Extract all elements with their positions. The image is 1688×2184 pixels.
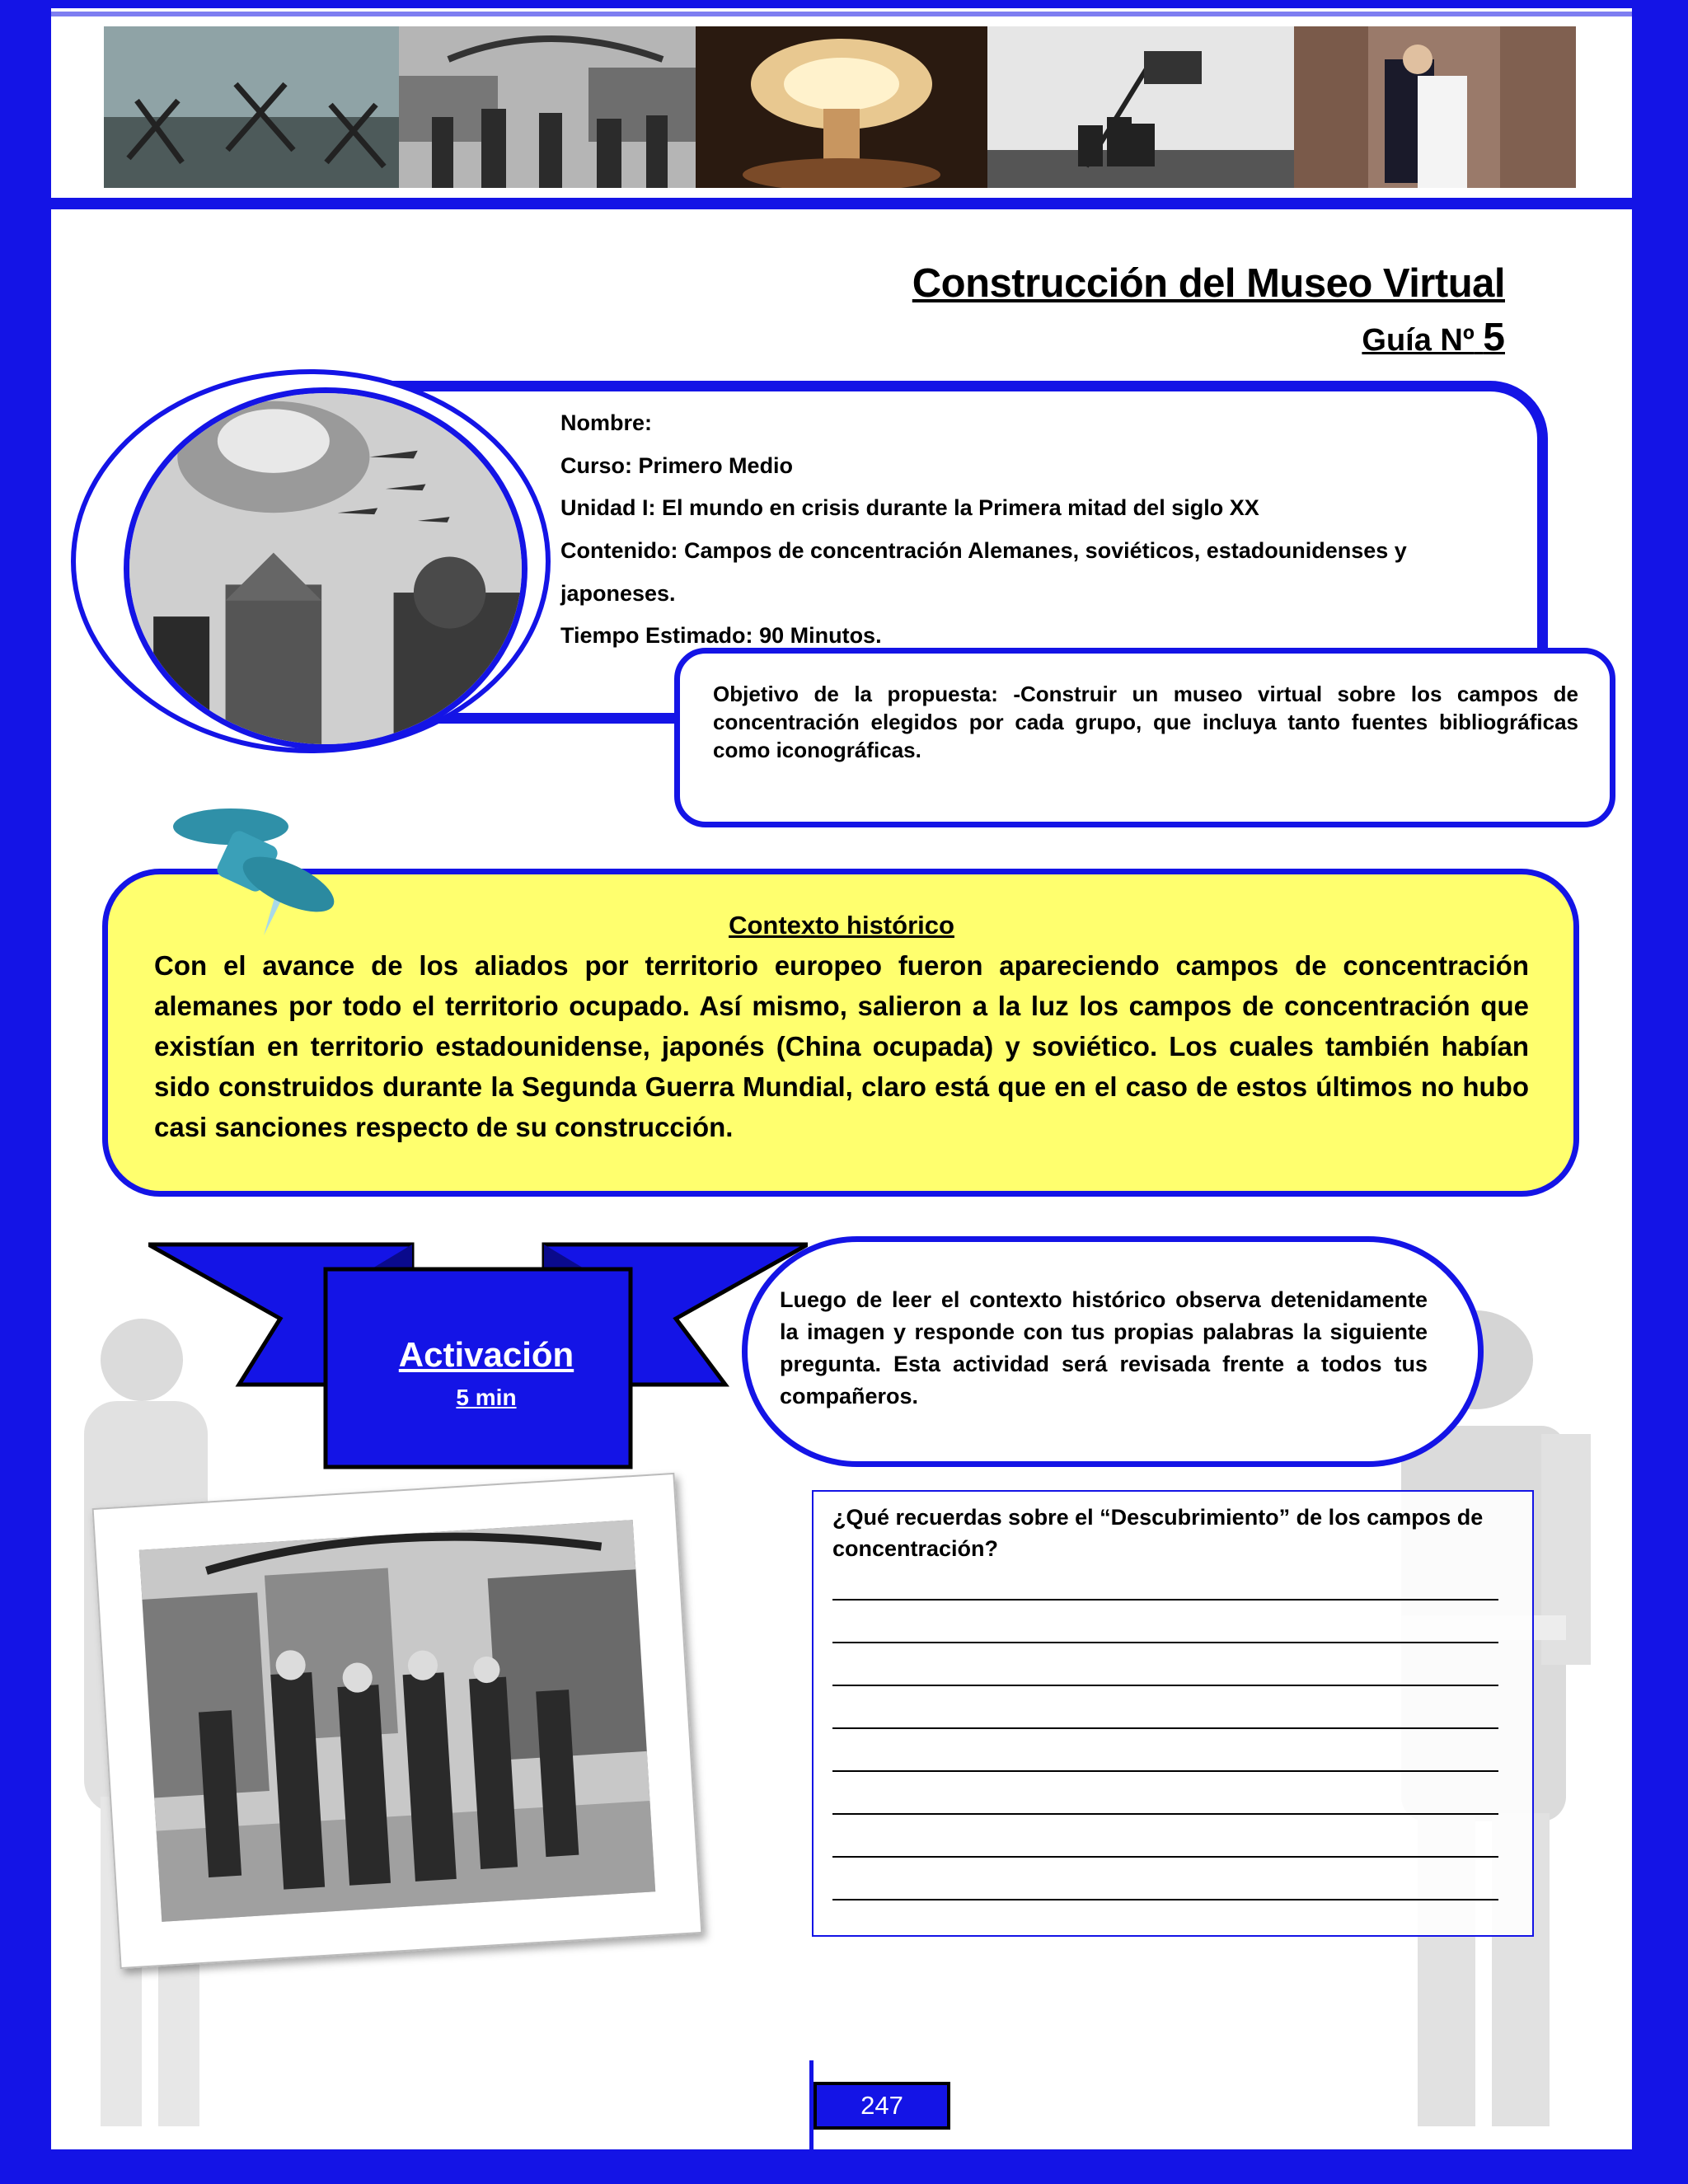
page-frame-top <box>0 0 1688 8</box>
pushpin-icon <box>165 804 346 952</box>
nombre-label: Nombre: <box>560 410 653 435</box>
objective-label: Objetivo de la propuesta <box>713 682 992 706</box>
field-contenido <box>560 538 1508 564</box>
tiempo-label: Tiempo Estimado: <box>560 623 753 648</box>
contenido-label: Contenido: <box>560 538 678 563</box>
flag-raising-photo <box>987 26 1294 188</box>
answer-line[interactable] <box>832 1642 1498 1643</box>
war-collage-photo <box>124 387 528 750</box>
objective-box <box>674 648 1615 827</box>
field-unidad <box>560 495 1508 521</box>
liberation-photo <box>139 1520 655 1922</box>
beach-landing-photo <box>104 26 399 188</box>
field-tiempo <box>560 623 1508 649</box>
answer-line[interactable] <box>832 1727 1498 1729</box>
guide-label: Guía Nº <box>1362 323 1475 358</box>
answer-line[interactable] <box>832 1770 1498 1772</box>
unidad-label: Unidad I: <box>560 495 656 520</box>
liberation-photo-card <box>92 1473 703 1969</box>
field-curso <box>560 453 1508 479</box>
field-nombre <box>560 410 1508 436</box>
activation-time: 5 min <box>456 1385 517 1410</box>
page-frame-left <box>0 0 51 2184</box>
celebration-kiss-photo <box>1294 26 1576 188</box>
answer-line[interactable] <box>832 1685 1498 1686</box>
objective-text: : -Construir un museo virtual sobre los campos de concentración elegidos por cada grupo, que incluya tanto fuentes bibliográficas como iconográficas. <box>713 682 1578 762</box>
curso-value: Primero Medio <box>638 453 794 478</box>
unidad-value: El mundo en crisis durante la Primera mitad del siglo XX <box>662 495 1259 520</box>
context-title: Contexto histórico <box>729 911 954 940</box>
answer-line[interactable] <box>832 1899 1498 1900</box>
mushroom-cloud-photo <box>696 26 987 188</box>
question-text: ¿Qué recuerdas sobre el “Descubrimiento” de los campos de concentración? <box>832 1505 1484 1561</box>
tiempo-value: 90 Minutos. <box>759 623 882 648</box>
answer-line[interactable] <box>832 1599 1498 1601</box>
curso-label: Curso: <box>560 453 632 478</box>
answer-line[interactable] <box>832 1856 1498 1858</box>
page-title: Construcción del Museo Virtual <box>912 261 1505 306</box>
page-frame-right <box>1632 0 1688 2184</box>
answer-line[interactable] <box>832 1813 1498 1815</box>
camp-gate-photo <box>399 26 696 188</box>
header-rule <box>51 12 1632 16</box>
guide-number-value: 5 <box>1483 316 1505 359</box>
page-number: 247 <box>814 2082 950 2130</box>
guide-number <box>1071 315 1505 360</box>
activation-title: Activación <box>398 1335 574 1374</box>
activation-instructions: Luego de leer el contexto histórico observa detenidamente la imagen y responde con tus propias palabras la siguiente pregunta. Esta actividad será revisada frente a todos tus compañeros. <box>780 1287 1428 1408</box>
field-contenido-cont: japoneses. <box>560 581 676 606</box>
contenido-value: Campos de concentración Alemanes, soviéticos, estadounidenses y <box>683 538 1407 563</box>
header-divider <box>51 198 1632 209</box>
page-frame-bottom <box>0 2149 1688 2184</box>
context-body: Con el avance de los aliados por territorio europeo fueron apareciendo campos de concentración alemanes por todo el territorio ocupado. Así mismo, salieron a la luz los campos de concentración que existían en territorio estadounidense, japonés (China ocupada) y soviético. Los cuales también habían sido construidos durante la Segunda Guerra Mundial, claro está que en el caso de estos últimos no hubo casi sanciones respecto de su construcción. <box>154 950 1529 1142</box>
